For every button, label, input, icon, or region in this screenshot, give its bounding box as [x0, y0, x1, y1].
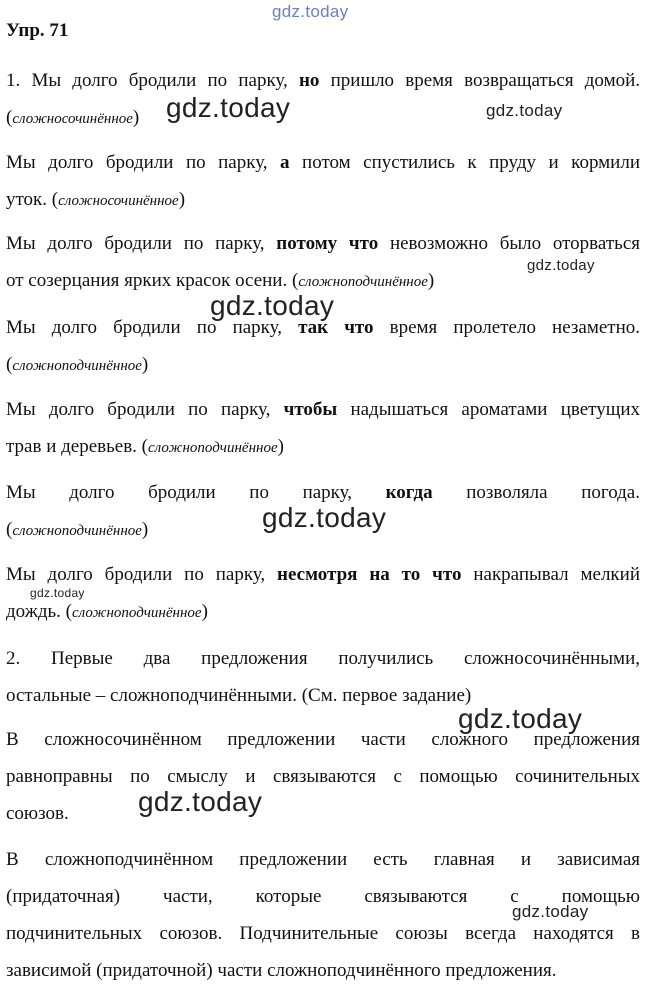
watermark: gdz.today — [458, 703, 583, 734]
watermark: gdz.today — [486, 101, 563, 120]
sentence-2: Мы долго бродили по парку, а потом спустились к пруду и кормили уток. (сложносочинённое) — [6, 152, 641, 210]
exercise-title: Упр. 71 — [6, 20, 69, 41]
watermark: gdz.today — [210, 290, 335, 321]
type-label: сложносочинённое — [12, 111, 133, 127]
watermark: gdz.today — [138, 786, 263, 817]
type-label: сложносочинённое — [58, 193, 179, 209]
answer-2: 2. Первые два предложения получились сложносочинёнными, остальные – сложноподчинёнными. (См. первое задание) — [6, 648, 640, 706]
sentence-3: Мы долго бродили по парку, потому что невозможно было оторваться от созерцания ярких красок осени. (сложноподчинённое) — [6, 233, 640, 291]
watermark: gdz.today — [30, 586, 85, 600]
watermark: gdz.today — [262, 502, 387, 533]
watermark: gdz.today — [512, 902, 589, 921]
sentence-5: Мы долго бродили по парку, чтобы надышаться ароматами цветущих трав и деревьев. (сложноподчинённое) — [6, 399, 641, 457]
watermark-top: gdz.today — [272, 2, 349, 21]
type-label: сложноподчинённое — [148, 440, 278, 456]
sentence-1: 1. Мы долго бродили по парку, но пришло время возвращаться домой. (сложносочинённое) — [6, 70, 641, 128]
type-label: сложноподчинённое — [12, 523, 142, 539]
type-label: сложноподчинённое — [12, 358, 142, 374]
sentence-6: Мы долго бродили по парку, когда позволяла погода. (сложноподчинённое) — [6, 482, 640, 540]
type-label: сложноподчинённое — [298, 274, 428, 290]
watermark: gdz.today — [527, 257, 595, 274]
type-label: сложноподчинённое — [71, 605, 202, 621]
sentence-4: Мы долго бродили по парку, так что время пролетело незаметно. (сложноподчинённое) — [6, 317, 640, 375]
sentence-7: Мы долго бродили по парку, несмотря на то что накрапывал мелкий дождь. (сложноподчинённое) — [6, 564, 640, 622]
paragraph-coordinate: В сложносочинённом предложении части сложного предложения равноправны по смыслу и связываются с помощью сочинительных союзов. — [6, 729, 640, 824]
paragraph-subordinate: В сложноподчинённом предложении есть главная и зависимая (придаточная) части, которые связываются с помощью подчинительных союзов. Подчинительные союзы всегда находятся в зависимой (придаточной) части сложноподчинённого предложения. — [6, 849, 640, 981]
watermark: gdz.today — [166, 92, 291, 123]
